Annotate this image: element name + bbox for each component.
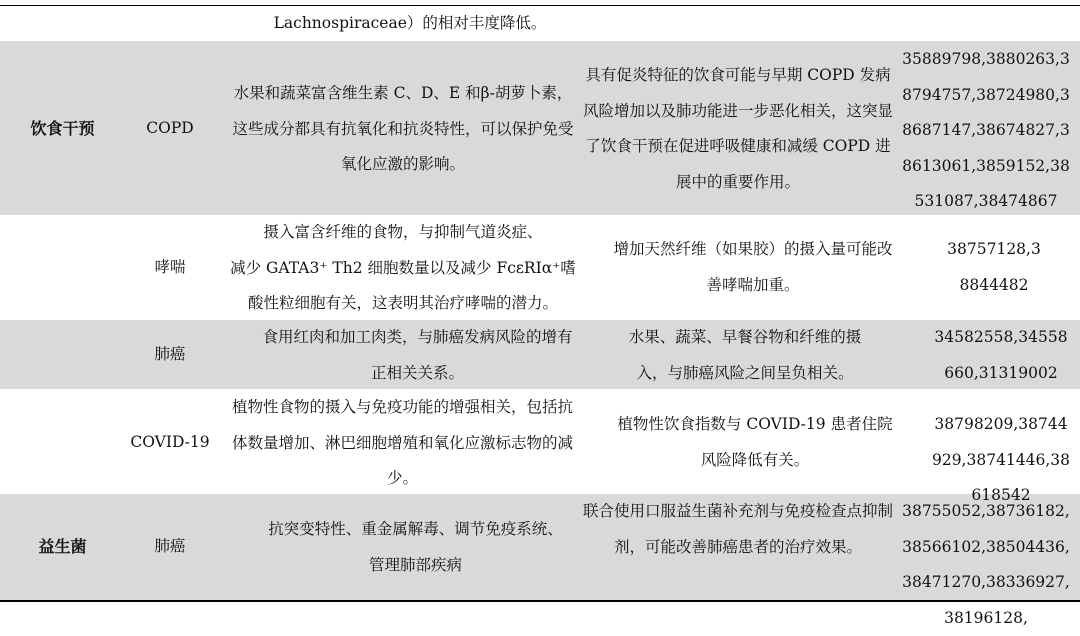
mechanism-lung-cancer: 食用红肉和加工肉类，与肺癌发病风险的增有正相关关系。 — [262, 328, 573, 382]
refs-lung-cancer: 34582558,34558660,31319002 — [934, 328, 1068, 382]
mechanism-copd: 水果和蔬菜富含维生素 C、D、E 和β-胡萝卜素，这些成分都具有抗氧化和抗炎特性，可以保护免受氧化应激的影响。 — [232, 84, 574, 173]
mechanism-asthma-line: 摄入富含纤维的食物，与抑制气道炎症、 — [263, 223, 543, 241]
refs-probiotics: 38755052,38736182,38566102,38504436,38471270,38336927,38196128, — [902, 502, 1070, 627]
mechanism-asthma — [228, 215, 578, 322]
refs-copd: 35889798,3880263,38794757,38724980,38687147,38674827,38613061,3859152,38531087,38474867 — [902, 50, 1070, 210]
disease-lung-cancer-probiotics: 肺癌 — [154, 537, 186, 555]
continuation-text: Lachnospiraceae）的相对丰度降低。 — [273, 14, 547, 32]
category-diet: 饮食干预 — [30, 119, 95, 138]
disease-asthma: 哮喘 — [154, 258, 186, 276]
refs-asthma: 38757128,38844482 — [947, 240, 1041, 294]
finding-probiotics: 联合使用口服益生菌补充剂与免疫检查点抑制剂，可能改善肺癌患者的治疗效果。 — [582, 502, 893, 556]
disease-lung-cancer: 肺癌 — [154, 345, 186, 363]
finding-copd: 具有促炎特征的饮食可能与早期 COPD 发病风险增加以及肺功能进一步恶化相关，这突显了饮食干预在促进呼吸健康和减缓 COPD 进展中的重要作用。 — [582, 66, 893, 191]
mechanism-covid19: 植物性食物的摄入与免疫功能的增强相关，包括抗体数量增加、淋巴细胞增殖和氧化应激标志物的减少。 — [231, 398, 573, 487]
finding-asthma: 增加天然纤维（如果胶）的摄入量可能改善哮喘加重。 — [613, 240, 893, 294]
finding-lung-cancer: 水果、蔬菜、早餐谷物和纤维的摄入，与肺癌风险之间呈负相关。 — [628, 328, 862, 382]
disease-covid19: COVID-19 — [130, 433, 210, 451]
disease-copd: COPD — [146, 119, 194, 137]
finding-covid19: 植物性饮食指数与 COVID-19 患者住院风险降低有关。 — [617, 415, 893, 469]
mechanism-probiotics: 抗突变特性、重金属解毒、调节免疫系统、管理肺部疾病 — [268, 520, 563, 574]
table-bottom-rule — [0, 600, 1080, 602]
refs-covid19: 38798209,38744929,38741446,38618542 — [931, 415, 1071, 504]
mechanism-asthma-line: 酸性粒细胞有关，这表明其治疗哮喘的潜力。 — [247, 294, 558, 312]
category-probiotics: 益生菌 — [38, 537, 87, 556]
mechanism-asthma-line: 减少 GATA3⁺ Th2 细胞数量以及减少 FcεRIα⁺嗜 — [230, 258, 576, 277]
